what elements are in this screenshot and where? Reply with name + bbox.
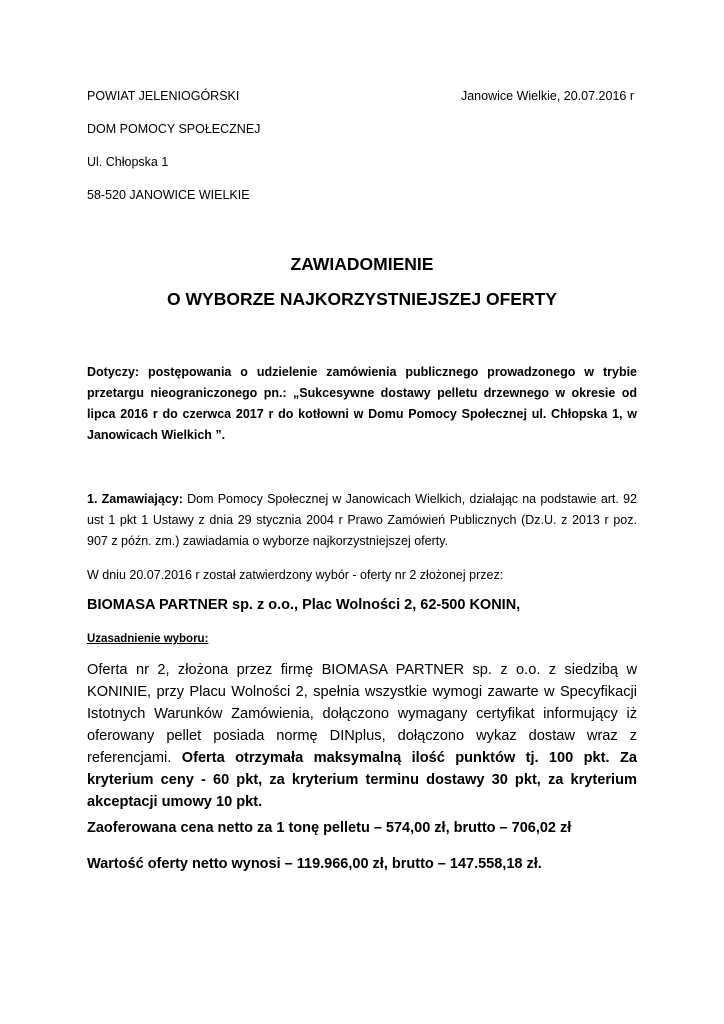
price-per-ton: Zaoferowana cena netto za 1 tonę pelletu – 574,00 zł, brutto – 706,02 zł: [87, 820, 572, 836]
section-1-label: 1. Zamawiający:: [87, 492, 183, 506]
document-subtitle: O WYBORZE NAJKORZYSTNIEJSZEJ OFERTY: [167, 289, 557, 309]
address-line-3: Ul. Chłopska 1: [87, 155, 169, 169]
document-title: ZAWIADOMIENIE: [290, 254, 434, 274]
address-line-1: POWIAT JELENIOGÓRSKI: [87, 89, 240, 103]
address-line-4: 58-520 JANOWICE WIELKIE: [87, 188, 250, 202]
justification-text: Oferta nr 2, złożona przez firmę BIOMASA PARTNER sp. z o.o. z siedzibą w KONINIE, przy Placu Wolności 2, spełnia wszystkie wymogi zawarte w Specyfikacji Istotnych Warunków Zamówienia, dołączono wymagany certyfikat informujący iż oferowany pellet posiada normę DINplus, dołączono wykaz dostaw wraz z referencjami.: [87, 662, 637, 766]
justification-bold-text: Oferta otrzymała maksymalną ilość punktów tj. 100 pkt. Za kryterium ceny - 60 pkt, za kryterium terminu dostawy 30 pkt, za kryterium akceptacji umowy 10 pkt.: [87, 750, 637, 810]
place-date: Janowice Wielkie, 20.07.2016 r: [460, 89, 634, 103]
approval-line: W dniu 20.07.2016 r został zatwierdzony wybór - oferty nr 2 złożonej przez:: [87, 568, 504, 582]
address-line-2: DOM POMOCY SPOŁECZNEJ: [87, 122, 261, 136]
winner-name: BIOMASA PARTNER sp. z o.o., Plac Wolności 2, 62-500 KONIN,: [87, 597, 521, 613]
justification-paragraph: [87, 659, 637, 813]
subject-paragraph: Dotyczy: postępowania o udzielenie zamówienia publicznego prowadzonego w trybie przetargu nieograniczonego pn.: „Sukcesywne dostawy pelletu drzewnego w okresie od lipca 2016 r do czerwca 2017 r do kotłowni w Domu Pomocy Społecznej ul. Chłopska 1, w Janowicach Wielkich ”.: [87, 365, 637, 442]
offer-value: Wartość oferty netto wynosi – 119.966,00 zł, brutto – 147.558,18 zł.: [87, 856, 542, 872]
section-1-paragraph: [87, 489, 637, 552]
justification-heading: Uzasadnienie wyboru:: [87, 633, 209, 645]
section-1-text: Dom Pomocy Społecznej w Janowicach Wielkich, działając na podstawie art. 92 ust 1 pkt 1 Ustawy z dnia 29 stycznia 2004 r Prawo Zamówień Publicznych (Dz.U. z 2013 r poz. 907 z późn. zm.) zawiadamia o wyborze najkorzystniejszej oferty.: [87, 492, 637, 548]
